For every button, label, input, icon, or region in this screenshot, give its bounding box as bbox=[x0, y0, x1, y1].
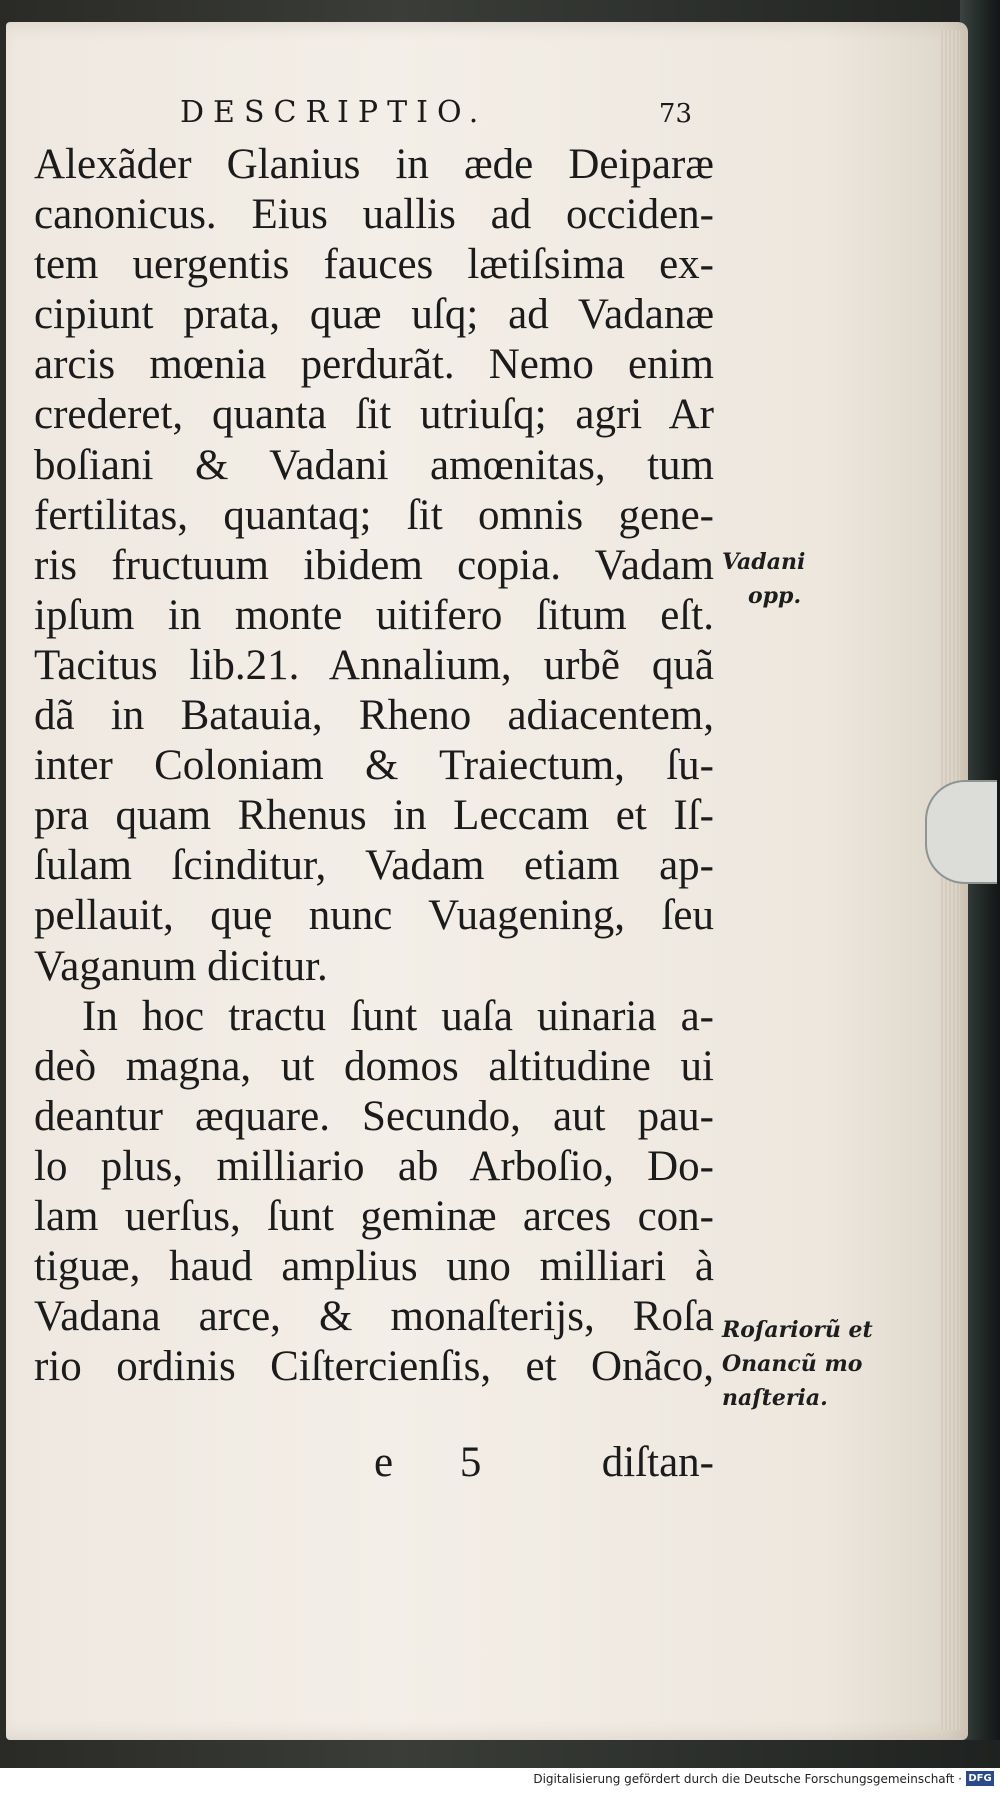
text-line: rio ordinis Ciſtercienſis, et Onãco, bbox=[34, 1343, 714, 1391]
text-line: Vaganum dicitur. bbox=[34, 942, 328, 990]
text-line: inter Coloniam & Traiectum, ſu- bbox=[34, 742, 714, 790]
running-head bbox=[180, 95, 700, 130]
signature-mark: e 5 bbox=[374, 1439, 510, 1486]
body-text bbox=[34, 140, 714, 1392]
margin-note-line: opp. bbox=[748, 583, 802, 609]
text-line: canonicus. Eius uallis ad occiden- bbox=[34, 191, 714, 239]
page-clip bbox=[925, 780, 997, 884]
text-line: ipſum in monte uitifero ſitum eſt. bbox=[34, 591, 714, 639]
margin-note-line: Vadani bbox=[722, 549, 806, 575]
text-line: cipiunt prata, quæ uſq; ad Vadanæ bbox=[34, 291, 714, 339]
text-line: pra quam Rhenus in Leccam et Iſ- bbox=[34, 792, 714, 840]
margin-note-line: Onancũ mo bbox=[722, 1351, 863, 1377]
text-line: boſiani & Vadani amœnitas, tum bbox=[34, 441, 714, 489]
text-line: deò magna, ut domos altitudine ui bbox=[34, 1042, 714, 1090]
text-line: Vadana arce, & monaſterijs, Roſa bbox=[34, 1293, 714, 1341]
running-head-title: DESCRIPTIO. bbox=[180, 95, 488, 130]
text-line: arcis mœnia perdurãt. Nemo enim bbox=[34, 341, 714, 389]
text-line: lam uerſus, ſunt geminæ arces con- bbox=[34, 1192, 714, 1240]
text-line: crederet, quanta ſit utriuſq; agri Ar bbox=[34, 391, 714, 439]
footer-credit: Digitalisierung gefördert durch die Deutsche Forschungsgemeinschaft · bbox=[533, 1772, 962, 1786]
text-line: ris fructuum ibidem copia. Vadam bbox=[34, 541, 714, 589]
margin-note-line: naſteria. bbox=[722, 1385, 828, 1411]
text-line: dã in Batauia, Rheno adiacentem, bbox=[34, 692, 714, 740]
margin-note-vadani bbox=[722, 545, 805, 613]
text-line: lo plus, milliario ab Arboſio, Do- bbox=[34, 1142, 714, 1190]
text-line: pellauit, quę nunc Vuagening, ſeu bbox=[34, 892, 714, 940]
text-line: Alexãder Glanius in æde Deiparæ bbox=[34, 141, 714, 188]
text-line: In hoc tractu ſunt uaſa uinaria a- bbox=[82, 992, 714, 1040]
text-line: Tacitus lib.21. Annalium, urbẽ quã bbox=[34, 641, 714, 689]
page-number: 73 bbox=[658, 99, 692, 129]
text-line: fertilitas, quantaq; ſit omnis gene- bbox=[34, 491, 714, 539]
margin-note-line: Roſariorũ et bbox=[722, 1317, 873, 1343]
dfg-logo: DFG bbox=[966, 1771, 994, 1786]
text-line: deantur æquare. Secundo, aut pau- bbox=[34, 1092, 714, 1140]
catchword: diſtan- bbox=[601, 1439, 714, 1486]
text-line: ſulam ſcinditur, Vadam etiam ap- bbox=[34, 842, 714, 890]
margin-note-rosario bbox=[722, 1313, 873, 1415]
text-line: tiguæ, haud amplius uno milliari à bbox=[34, 1243, 714, 1291]
text-line: tem uergentis fauces lætiſsima ex- bbox=[34, 241, 714, 289]
